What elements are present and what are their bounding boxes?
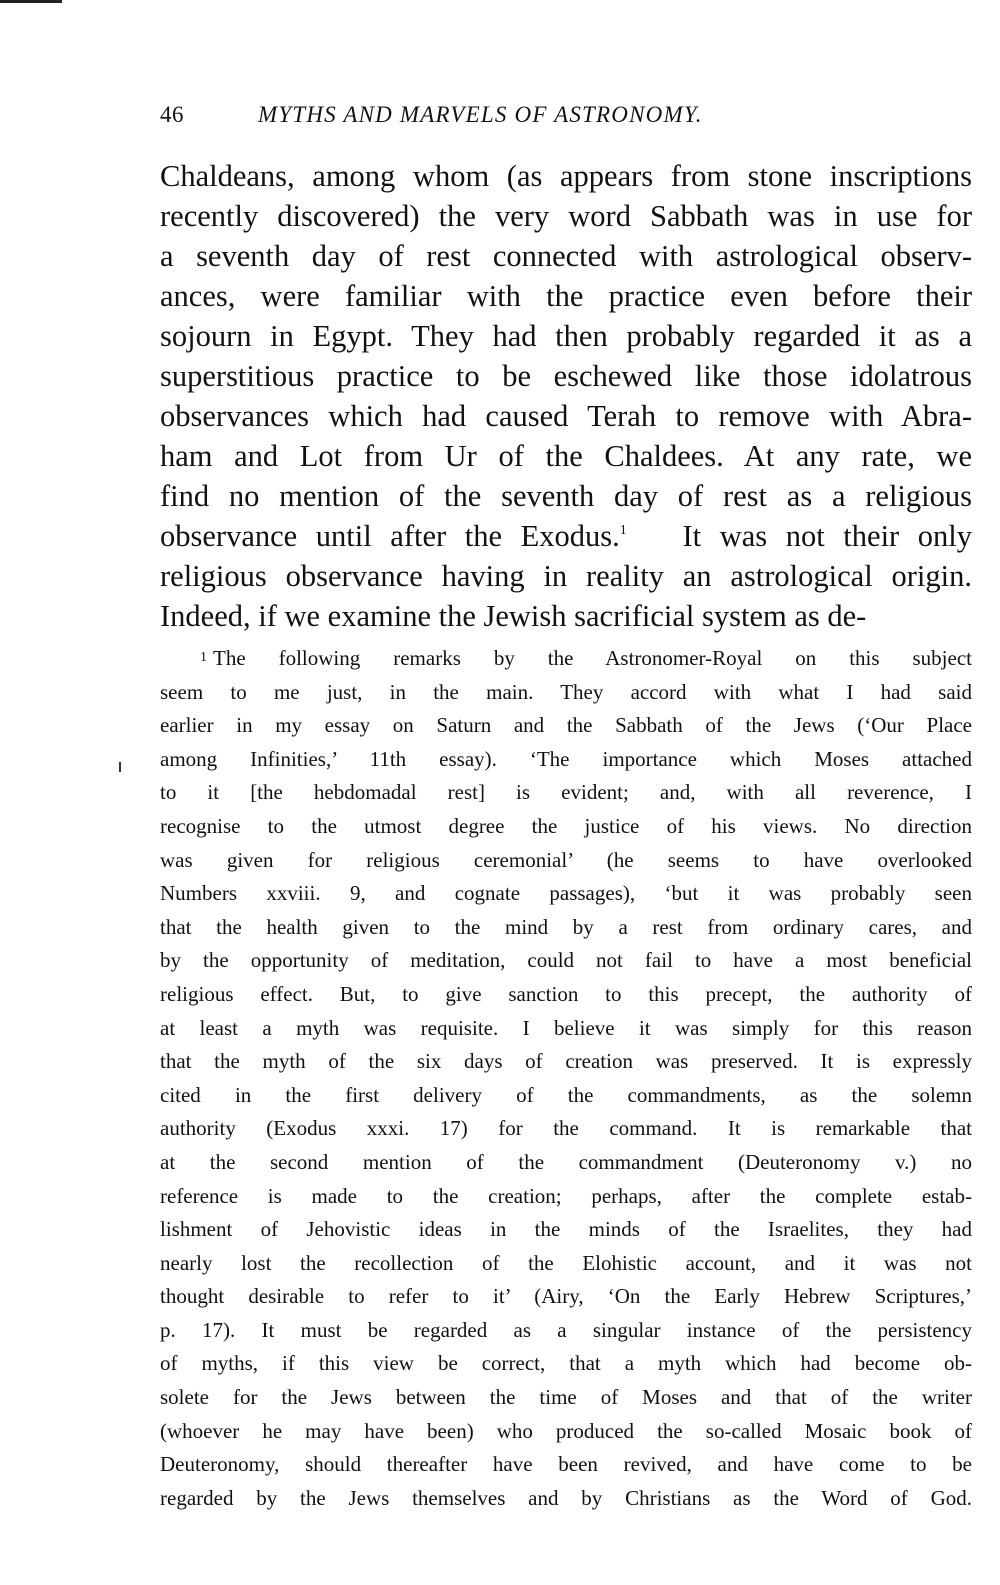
footnote-line: at the second mention of the commandment (Deuteronomy v.) no <box>160 1149 972 1174</box>
footnote-line: that the health given to the mind by a rest from ordinary cares, and <box>160 914 972 939</box>
footnote-marker: 1 <box>200 650 207 665</box>
body-line: find no mention of the seventh day of rest as a religious <box>160 479 972 513</box>
footnote-line: nearly lost the recollection of the Elohistic account, and it was not <box>160 1250 972 1275</box>
footnote-line: thought desirable to refer to it’ (Airy, ‘On the Early Hebrew Scriptures,’ <box>160 1284 972 1309</box>
body-line-part: It was not their only <box>682 519 973 553</box>
footnote-line: Numbers xxviii. 9, and cognate passages), ‘but it was probably seen <box>160 881 972 906</box>
body-line: Chaldeans, among whom (as appears from stone inscriptions <box>160 159 972 193</box>
footnote-line: at least a myth was requisite. I believe it was simply for this reason <box>160 1015 972 1040</box>
footnote-line <box>160 642 972 676</box>
footnote-line: was given for religious ceremonial’ (he seems to have overlooked <box>160 847 972 872</box>
footnote-line: seem to me just, in the main. They accord with what I had said <box>160 679 972 704</box>
book-page <box>160 102 972 1515</box>
body-line-part: observance until after the Exodus. <box>160 519 620 553</box>
footnote-line: to it [the hebdomadal rest] is evident; and, with all reverence, I <box>160 780 972 805</box>
body-line: ham and Lot from Ur of the Chaldees. At any rate, we <box>160 439 972 473</box>
body-line: observances which had caused Terah to remove with Abra- <box>160 399 972 433</box>
footnote-line: recognise to the utmost degree the justice of his views. No direction <box>160 813 972 838</box>
body-line: superstitious practice to be eschewed like those idolatrous <box>160 359 972 393</box>
footnote-line: cited in the first delivery of the commandments, as the solemn <box>160 1082 972 1107</box>
page-number: 46 <box>160 102 184 127</box>
scan-edge-mark <box>0 0 62 3</box>
body-line-with-note-ref <box>160 516 972 556</box>
footnote-line: religious effect. But, to give sanction to this precept, the authority of <box>160 981 972 1006</box>
body-text <box>160 156 972 636</box>
footnote-line: among Infinities,’ 11th essay). ‘The importance which Moses attached <box>160 746 972 771</box>
footnote-reference: 1 <box>619 523 627 538</box>
stray-ink-mark <box>119 762 121 772</box>
footnote <box>160 642 972 1515</box>
footnote-line: regarded by the Jews themselves and by Christians as the Word of God. <box>160 1485 972 1510</box>
footnote-line: solete for the Jews between the time of Moses and that of the writer <box>160 1385 972 1410</box>
body-line: sojourn in Egypt. They had then probably regarded it as a <box>160 319 972 353</box>
body-line: ances, were familiar with the practice even before their <box>160 279 972 313</box>
footnote-line: that the myth of the six days of creation was preserved. It is expressly <box>160 1049 972 1074</box>
body-line: recently discovered) the very word Sabbath was in use for <box>160 199 972 233</box>
running-title: MYTHS AND MARVELS OF ASTRONOMY. <box>258 102 703 127</box>
body-line: religious observance having in reality an astrological origin. <box>160 559 972 593</box>
footnote-line: Deuteronomy, should thereafter have been revived, and have come to be <box>160 1452 972 1477</box>
running-head <box>160 102 972 138</box>
body-line: Indeed, if we examine the Jewish sacrificial system as de- <box>160 599 867 633</box>
footnote-line: p. 17). It must be regarded as a singular instance of the persistency <box>160 1317 972 1342</box>
footnote-line-text: The following remarks by the Astronomer-Royal on this subject <box>213 646 972 670</box>
footnote-line: earlier in my essay on Saturn and the Sabbath of the Jews (‘Our Place <box>160 713 972 738</box>
footnote-line: lishment of Jehovistic ideas in the minds of the Israelites, they had <box>160 1217 972 1242</box>
footnote-line: reference is made to the creation; perhaps, after the complete estab- <box>160 1183 972 1208</box>
footnote-line: authority (Exodus xxxi. 17) for the command. It is remarkable that <box>160 1116 972 1141</box>
body-line: a seventh day of rest connected with astrological observ- <box>160 239 972 273</box>
footnote-line: (whoever he may have been) who produced the so-called Mosaic book of <box>160 1418 972 1443</box>
footnote-line: by the opportunity of meditation, could not fail to have a most beneficial <box>160 948 972 973</box>
footnote-line: of myths, if this view be correct, that a myth which had become ob- <box>160 1351 972 1376</box>
